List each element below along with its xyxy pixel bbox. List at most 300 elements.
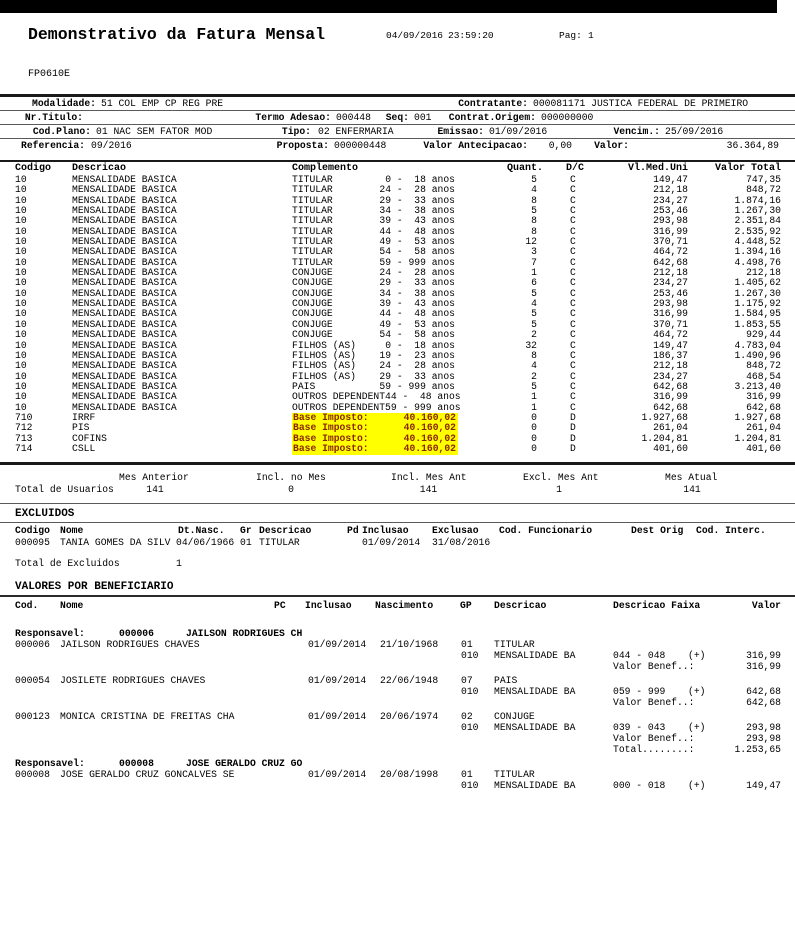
item-complemento-label: CONJUGE [292,267,333,279]
modalidade-value: 51 COL EMP CP REG PRE [101,97,224,109]
plus-sign: (+) [688,650,706,662]
beneficiario-cod: 000054 [15,675,50,687]
total-usuarios-mes-atual: 141 [683,484,701,496]
beneficiario-inclusao: 01/09/2014 [308,675,367,687]
item-dc: C [570,380,576,392]
item-dc: C [570,174,576,185]
item-vl-med-uni: 253,46 [653,205,688,217]
col-dest-orig: Dest Orig [631,525,684,537]
item-complemento-label: OUTROS DEPENDENT [292,391,386,403]
items-table-body [0,175,795,454]
item-valor-total: 1.394,16 [734,246,781,258]
item-valor-total: 848,72 [746,184,781,196]
item-codigo: 10 [15,225,27,237]
item-row [0,392,795,402]
item-valor-total: 848,72 [746,360,781,372]
item-quant: 0 [531,411,537,423]
item-valor-total: 4.783,04 [734,339,781,351]
excluido-codigo: 000095 [15,537,50,549]
item-codigo: 10 [15,205,27,217]
emissao-value: 01/09/2016 [489,125,548,137]
item-dc: C [570,329,576,341]
item-vl-med-uni: 642,68 [653,256,688,268]
beneficiario-nome: JOSILETE RODRIGUES CHAVES [60,675,206,687]
item-valor-total: 1.175,92 [734,298,781,310]
item-codigo: 10 [15,380,27,392]
beneficiarios-title: VALORES POR BENEFICIARIO [15,581,174,594]
item-codigo: 10 [15,329,27,341]
item-quant: 8 [531,215,537,227]
item-codigo: 10 [15,391,27,403]
col-mes-anterior: Mes Anterior [119,472,189,484]
item-complemento-range: 24 - 28 anos [379,267,455,279]
plus-sign: (+) [688,722,706,734]
beneficiario-valor: 149,47 [746,780,781,792]
divider-thin [0,503,795,504]
col-pc: PC [274,600,286,612]
item-descricao: MENSALIDADE BASICA [72,236,177,248]
item-dc: C [570,401,576,413]
item-valor-total: 1.405,62 [734,277,781,289]
report-date: 04/09/2016 [386,30,444,41]
beneficiario-faixa: Valor Benef..: [613,697,695,709]
info-row-2 [0,111,795,124]
beneficiario-valor: 293,98 [746,733,781,745]
beneficiario-descricao: CONJUGE [494,711,535,723]
item-codigo: 10 [15,298,27,310]
item-vl-med-uni: 316,99 [653,225,688,237]
item-vl-med-uni: 316,99 [653,391,688,403]
item-complemento-label: PAIS [292,380,316,392]
item-dc: C [570,184,576,196]
item-dc: C [570,246,576,258]
beneficiario-faixa: 044 - 048 [613,650,666,662]
item-valor-total: 1.490,96 [734,349,781,361]
item-complemento-range: 40.160,02 [403,442,456,454]
item-quant: 1 [531,401,537,413]
item-codigo: 10 [15,360,27,372]
item-vl-med-uni: 293,98 [653,298,688,310]
item-complemento-label: Base Imposto: [293,411,369,423]
item-complemento-label: Base Imposto: [293,422,369,434]
col-descricao-faixa: Descricao Faixa [613,600,701,612]
contratante-label: Contratante: [458,97,528,109]
item-complemento-range: 59 - 999 anos [385,401,461,413]
item-dc: C [570,256,576,268]
report-header [0,25,795,45]
item-codigo: 10 [15,174,27,185]
item-descricao: MENSALIDADE BASICA [72,277,177,289]
beneficiario-gp: 07 [461,675,473,687]
beneficiarios-header [0,597,795,612]
beneficiario-line [0,686,795,697]
valor-antecipacao-label: Valor Antecipacao: [423,139,528,151]
col-codigo: Codigo [15,525,50,537]
item-codigo: 10 [15,246,27,258]
referencia-label: Referencia: [21,139,85,151]
item-descricao: MENSALIDADE BASICA [72,349,177,361]
item-descricao: MENSALIDADE BASICA [72,298,177,310]
col-descricao: Descricao [494,600,547,612]
form-code: FP0610E [28,69,71,80]
item-complemento-range: 34 - 38 anos [379,287,455,299]
item-complemento-label: FILHOS (AS) [292,360,356,372]
modalidade-label: Modalidade: [32,97,96,109]
tipo-label: Tipo: [281,125,311,137]
item-complemento-range: 49 - 53 anos [379,318,455,330]
item-complemento-label: TITULAR [292,236,333,248]
item-complemento-label: TITULAR [292,215,333,227]
item-vl-med-uni: 401,60 [653,442,688,454]
beneficiario-line [0,780,795,791]
beneficiario-faixa: Total........: [613,744,695,756]
item-descricao: MENSALIDADE BASICA [72,205,177,217]
item-complemento-range: 34 - 38 anos [379,205,455,217]
item-complemento-range: 59 - 999 anos [379,256,455,268]
col-exclusao: Exclusao [432,525,479,537]
item-valor-total: 642,68 [746,401,781,413]
beneficiario-descricao: MENSALIDADE BA [494,780,576,792]
beneficiario-valor: 316,99 [746,661,781,673]
vencim-label: Vencim.: [613,125,660,137]
item-valor-total: 1.584,95 [734,308,781,320]
col-descricao: Descricao [259,525,312,537]
item-dc: C [570,205,576,217]
item-quant: 12 [525,236,537,248]
item-complemento-range: 24 - 28 anos [379,184,455,196]
item-complemento-label: TITULAR [292,256,333,268]
item-vl-med-uni: 464,72 [653,329,688,341]
item-codigo: 713 [15,432,33,444]
item-complemento-label: CONJUGE [292,329,333,341]
item-dc: C [570,215,576,227]
col-valor: Valor [751,600,781,612]
item-complemento-label: CONJUGE [292,298,333,310]
item-quant: 5 [531,308,537,320]
beneficiario-line [0,758,795,769]
item-row [0,361,795,371]
beneficiario-gp: 010 [461,650,479,662]
item-dc: D [570,422,576,434]
beneficiario-line [0,650,795,661]
item-vl-med-uni: 642,68 [653,380,688,392]
beneficiario-inclusao: 01/09/2014 [308,711,367,723]
users-summary-header [0,471,795,484]
cod-plano-label: Cod.Plano: [32,125,91,137]
item-valor-total: 2.535,92 [734,225,781,237]
item-valor-total: 261,04 [746,422,781,434]
item-quant: 5 [531,287,537,299]
valor-antecipacao-value: 0,00 [548,139,572,151]
item-descricao: MENSALIDADE BASICA [72,308,177,320]
item-descricao: MENSALIDADE BASICA [72,184,177,196]
excluido-inclusao: 01/09/2014 [362,537,421,549]
total-usuarios-excl-mes-ant: 1 [556,484,562,496]
beneficiario-line [0,744,795,755]
beneficiario-gp: 01 [461,639,473,651]
item-quant: 0 [531,442,537,454]
item-valor-total: 3.213,40 [734,380,781,392]
item-quant: 1 [531,267,537,279]
item-valor-total: 1.267,30 [734,205,781,217]
col-inclusao: Inclusao [305,600,352,612]
col-nascimento: Nascimento [375,600,434,612]
item-complemento-label: CONJUGE [292,318,333,330]
item-codigo: 10 [15,236,27,248]
item-complemento-range: 19 - 23 anos [379,349,455,361]
info-row-4 [0,139,795,152]
item-dc: C [570,360,576,372]
item-valor-total: 316,99 [746,391,781,403]
page-title: Demonstrativo da Fatura Mensal [28,25,326,44]
beneficiario-line [0,661,795,672]
item-dc: C [570,236,576,248]
item-complemento-label: CONJUGE [292,277,333,289]
item-valor-total: 747,35 [746,174,781,185]
col-inclusao: Inclusao [362,525,409,537]
item-descricao: MENSALIDADE BASICA [72,391,177,403]
item-dc: C [570,391,576,403]
proposta-value: 000000448 [334,139,387,151]
item-valor-total: 1.267,30 [734,287,781,299]
item-quant: 5 [531,174,537,185]
item-vl-med-uni: 293,98 [653,215,688,227]
item-row [0,330,795,340]
item-descricao: PIS [72,422,90,434]
item-quant: 7 [531,256,537,268]
item-complemento [292,444,458,455]
item-complemento-label: CONJUGE [292,308,333,320]
responsavel-code: 000006 [119,628,154,640]
item-complemento-range: 54 - 58 anos [379,329,455,341]
item-descricao: MENSALIDADE BASICA [72,225,177,237]
seq-value: 001 [414,111,432,123]
item-valor-total: 468,54 [746,370,781,382]
col-cod: Cod. [15,600,39,612]
beneficiario-line [0,675,795,686]
item-codigo: 10 [15,339,27,351]
beneficiarios-body [0,628,795,791]
item-complemento-label: Base Imposto: [293,432,369,444]
beneficiario-gp: 010 [461,780,479,792]
col-excl-mes-ant: Excl. Mes Ant [523,472,599,484]
item-descricao: MENSALIDADE BASICA [72,246,177,258]
col-valor-total: Valor Total [714,163,781,174]
item-quant: 8 [531,194,537,206]
beneficiario-valor: 1.253,65 [734,744,781,756]
contrat-origem-label: Contrat.Origem: [448,111,536,123]
item-complemento-label: FILHOS (AS) [292,339,356,351]
item-descricao: MENSALIDADE BASICA [72,174,177,185]
beneficiario-valor: 316,99 [746,650,781,662]
item-descricao: MENSALIDADE BASICA [72,339,177,351]
item-quant: 0 [531,432,537,444]
item-dc: C [570,349,576,361]
item-vl-med-uni: 464,72 [653,246,688,258]
beneficiario-nascimento: 22/06/1948 [380,675,439,687]
item-quant: 8 [531,349,537,361]
beneficiario-valor: 642,68 [746,686,781,698]
excluidos-total-row [0,558,795,570]
col-gp: GP [460,600,472,612]
item-codigo: 10 [15,184,27,196]
item-complemento-label: TITULAR [292,205,333,217]
beneficiario-faixa: Valor Benef..: [613,733,695,745]
item-valor-total: 401,60 [746,442,781,454]
item-complemento-label: FILHOS (AS) [292,370,356,382]
item-valor-total: 1.927,68 [734,411,781,423]
item-codigo: 10 [15,287,27,299]
item-dc: C [570,287,576,299]
item-vl-med-uni: 212,18 [653,267,688,279]
item-complemento-range: 29 - 33 anos [379,194,455,206]
item-quant: 1 [531,391,537,403]
item-dc: C [570,298,576,310]
item-codigo: 710 [15,411,33,423]
excluidos-title: EXCLUIDOS [15,508,75,521]
tipo-value: 02 ENFERMARIA [318,125,394,137]
item-descricao: MENSALIDADE BASICA [72,401,177,413]
item-complemento-range: 44 - 48 anos [385,391,461,403]
termo-adesao-label: Termo Adesao: [255,111,331,123]
item-quant: 2 [531,370,537,382]
top-black-bar [0,0,777,13]
item-complemento-range: 0 - 18 anos [385,339,455,351]
col-mes-atual: Mes Atual [665,472,718,484]
item-complemento-label: CONJUGE [292,287,333,299]
referencia-value: 09/2016 [91,139,132,151]
col-codigo: Codigo [15,163,52,174]
item-vl-med-uni: 234,27 [653,370,688,382]
item-row [0,444,795,454]
excluido-descricao: TITULAR [259,537,300,549]
beneficiario-faixa: 000 - 018 [613,780,666,792]
beneficiario-nome: JAILSON RODRIGUES CHAVES [60,639,200,651]
item-codigo: 714 [15,442,33,454]
page-number: 1 [588,30,594,41]
beneficiario-line [0,769,795,780]
item-dc: C [570,194,576,206]
beneficiario-line [0,628,795,639]
item-complemento-range: 29 - 33 anos [379,277,455,289]
valor-value: 36.364,89 [726,139,779,151]
col-nome: Nome [60,525,84,537]
item-vl-med-uni: 642,68 [653,401,688,413]
total-usuarios-incl-mes-ant: 141 [419,484,438,496]
page-label: Pag: [559,30,582,41]
contratante-value: 000081171 JUSTICA FEDERAL DE PRIMEIRO [533,97,749,109]
item-codigo: 10 [15,215,27,227]
item-complemento-range: 29 - 33 anos [379,370,455,382]
col-descricao: Descricao [72,163,127,174]
item-vl-med-uni: 212,18 [653,360,688,372]
col-incl-no-mes: Incl. no Mes [256,472,326,484]
responsavel-label: Responsavel: [15,758,85,770]
nr-titulo-label: Nr.Titulo: [24,111,83,123]
item-valor-total: 1.853,55 [734,318,781,330]
item-descricao: IRRF [72,411,96,423]
seq-label: Seq: [385,111,409,123]
item-codigo: 10 [15,267,27,279]
item-valor-total: 929,44 [746,329,781,341]
beneficiario-descricao: TITULAR [494,639,535,651]
item-quant: 3 [531,246,537,258]
item-quant: 5 [531,380,537,392]
item-complemento-range: 39 - 43 anos [379,298,455,310]
col-incl-mes-ant: Incl. Mes Ant [391,472,467,484]
item-quant: 6 [531,277,537,289]
beneficiario-inclusao: 01/09/2014 [308,639,367,651]
item-valor-total: 1.874,16 [734,194,781,206]
beneficiario-gp: 010 [461,686,479,698]
item-complemento-range: 40.160,02 [403,422,456,434]
total-usuarios-incl-no-mes: 0 [288,484,294,496]
item-descricao: MENSALIDADE BASICA [72,267,177,279]
report-time: 23:59:20 [448,30,494,41]
item-descricao: MENSALIDADE BASICA [72,360,177,372]
col-gr: Gr [240,525,252,537]
excluido-nome: TANIA GOMES DA SILV [60,537,171,549]
item-codigo: 10 [15,277,27,289]
item-complemento-range: 40.160,02 [403,432,456,444]
item-quant: 4 [531,184,537,196]
valor-label: Valor: [594,139,629,151]
beneficiario-nascimento: 20/08/1998 [380,769,439,781]
item-codigo: 10 [15,370,27,382]
item-dc: C [570,308,576,320]
beneficiario-nascimento: 20/06/1974 [380,711,439,723]
item-codigo: 712 [15,422,33,434]
item-complemento-range: 0 - 18 anos [385,174,455,185]
item-vl-med-uni: 149,47 [653,174,688,185]
proposta-label: Proposta: [276,139,329,151]
item-descricao: MENSALIDADE BASICA [72,318,177,330]
item-complemento-range: 40.160,02 [403,411,456,423]
item-vl-med-uni: 212,18 [653,184,688,196]
beneficiario-cod: 000123 [15,711,50,723]
col-nome: Nome [60,600,84,612]
plus-sign: (+) [688,686,706,698]
item-descricao: MENSALIDADE BASICA [72,256,177,268]
total-excluidos-label: Total de Excluidos [15,558,120,570]
col-dc: D/C [566,163,585,174]
item-quant: 32 [525,339,537,351]
item-quant: 4 [531,360,537,372]
responsavel-name: JOSE GERALDO CRUZ GO [186,758,303,770]
item-quant: 5 [531,205,537,217]
vencim-value: 25/09/2016 [665,125,724,137]
item-valor-total: 1.204,81 [734,432,781,444]
item-complemento-label: TITULAR [292,194,333,206]
item-dc: D [570,411,576,423]
item-vl-med-uni: 234,27 [653,277,688,289]
item-complemento-label: Base Imposto: [293,442,369,454]
item-vl-med-uni: 149,47 [653,339,688,351]
cod-plano-value: 01 NAC SEM FATOR MOD [96,125,213,137]
item-valor-total: 4.448,52 [734,236,781,248]
beneficiario-cod: 000006 [15,639,50,651]
info-row-1 [0,97,795,110]
responsavel-code: 000008 [119,758,154,770]
item-dc: D [570,442,576,454]
excluido-row [0,537,795,549]
item-complemento-label: TITULAR [292,225,333,237]
item-quant: 5 [531,318,537,330]
item-complemento-range: 59 - 999 anos [379,380,455,392]
item-vl-med-uni: 370,71 [653,318,688,330]
item-descricao: MENSALIDADE BASICA [72,287,177,299]
beneficiario-valor: 642,68 [746,697,781,709]
